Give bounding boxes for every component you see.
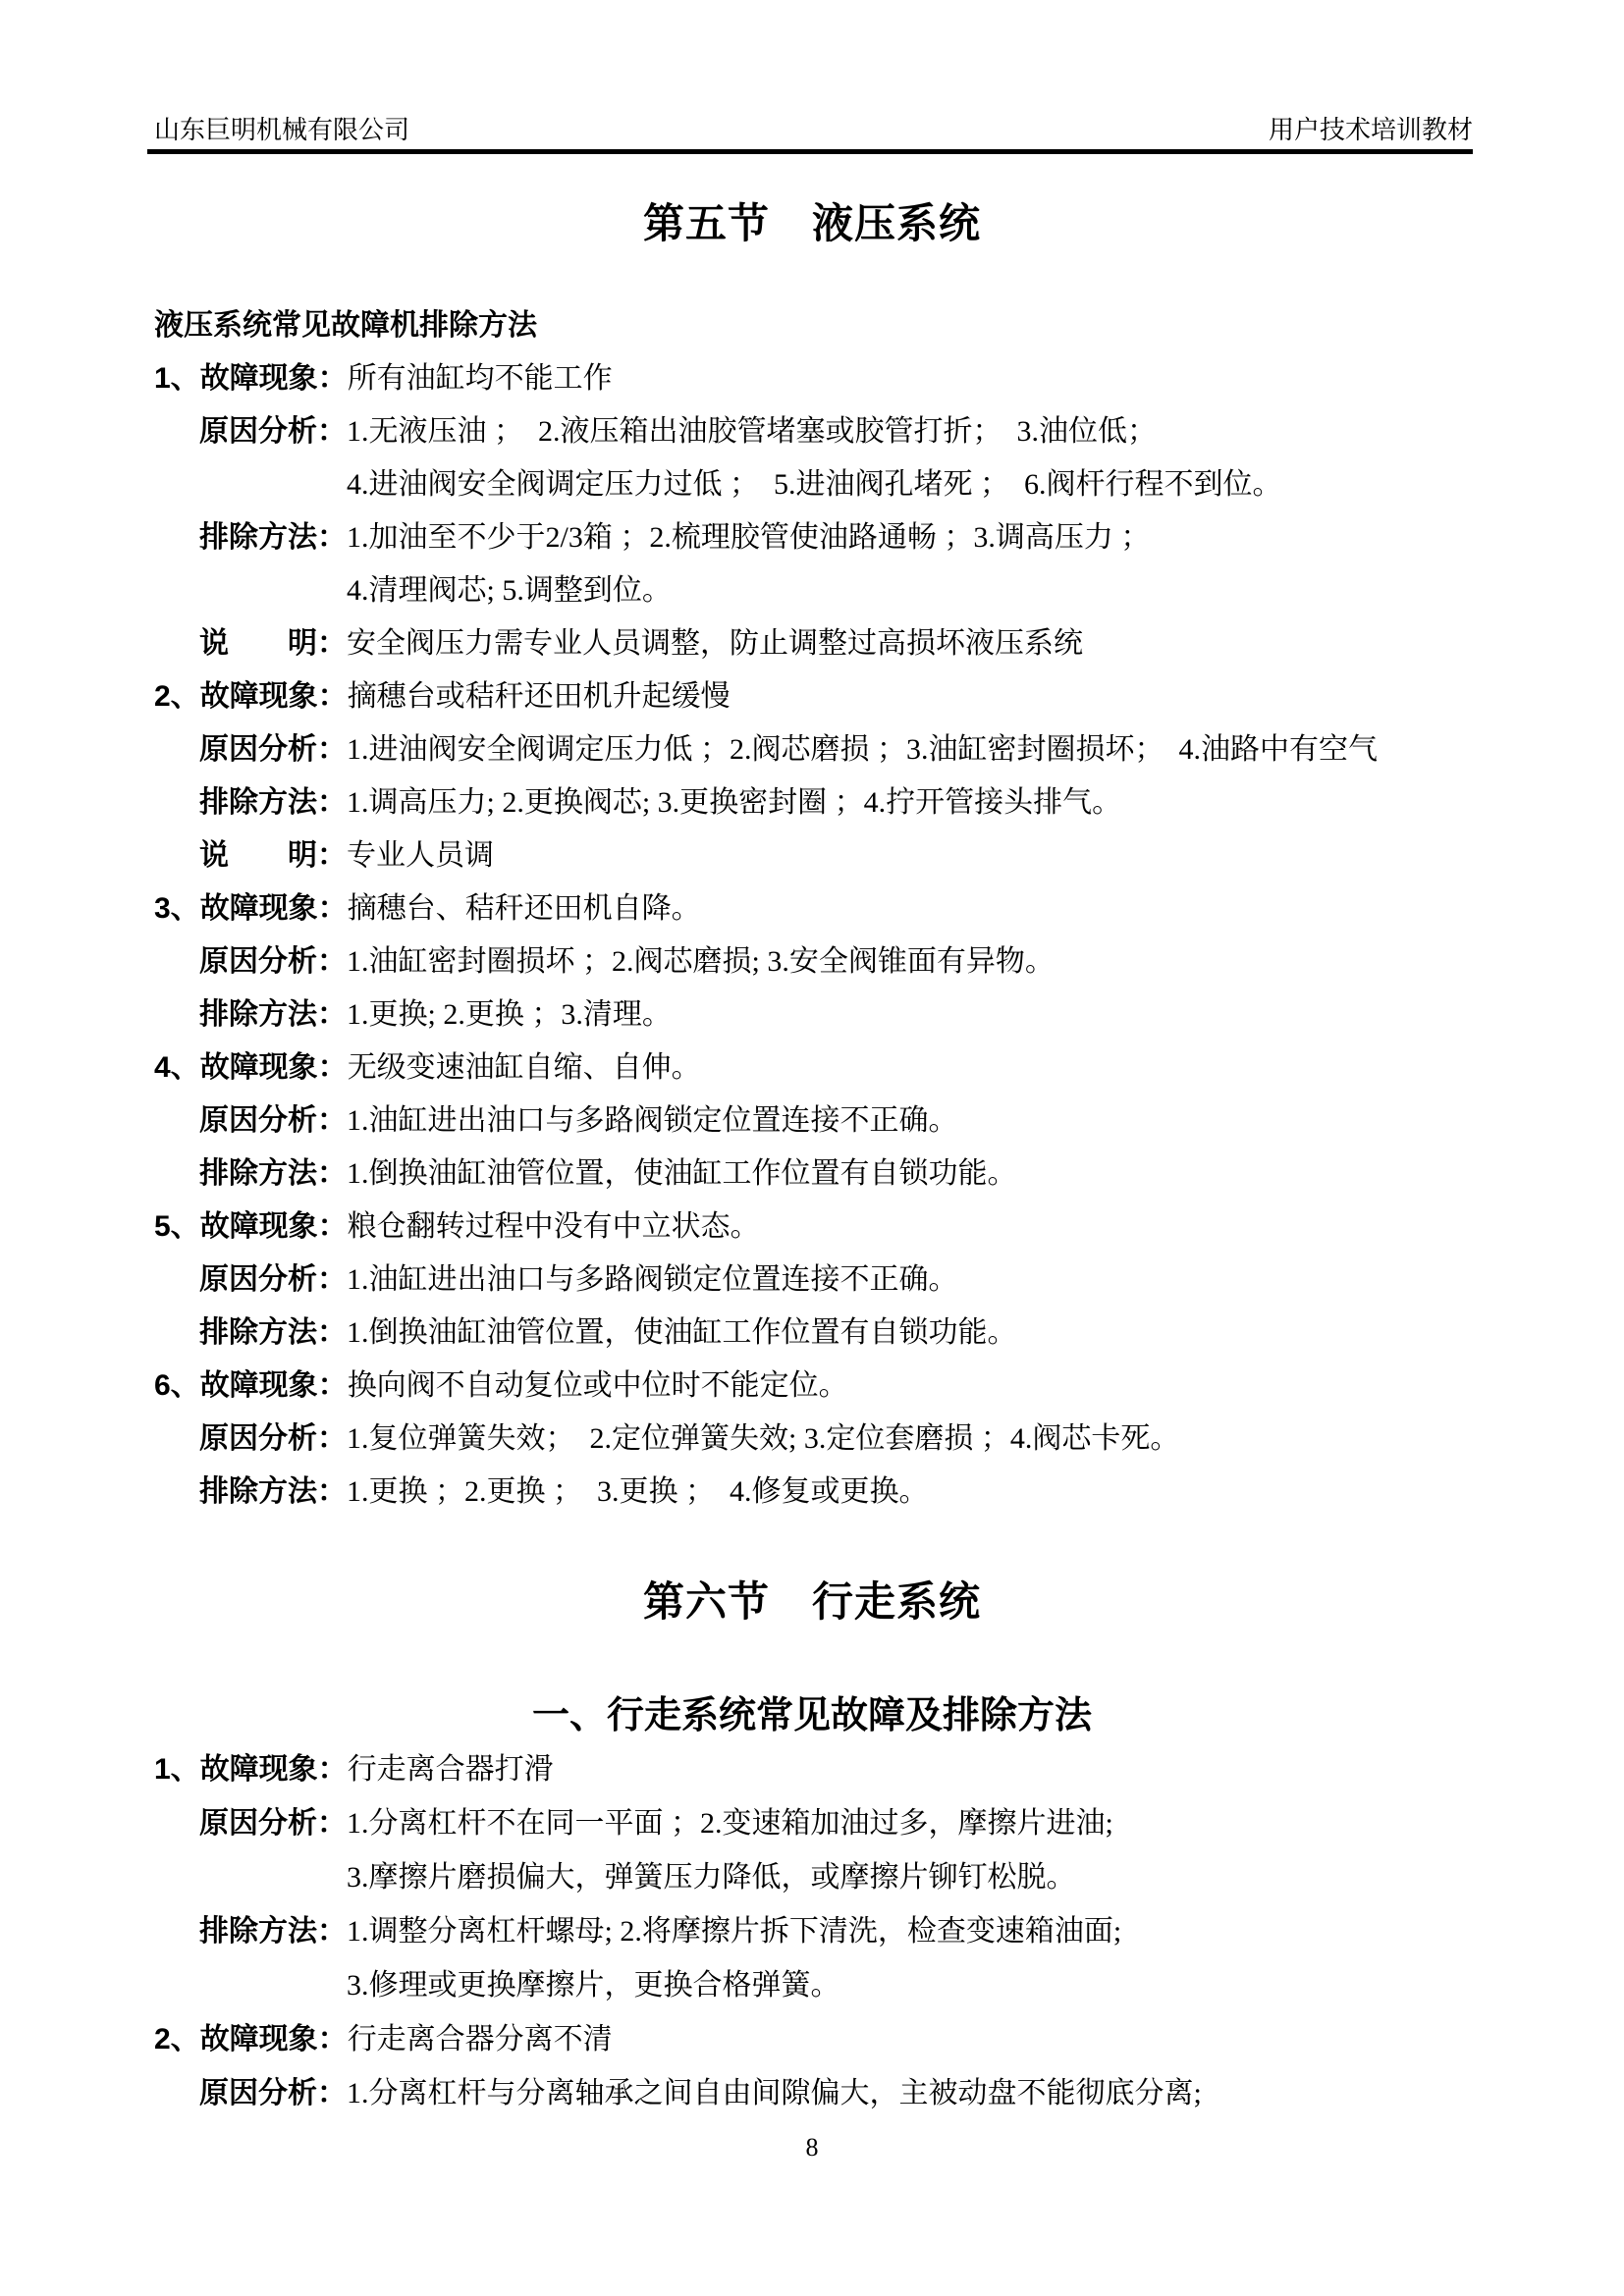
fault-item <box>154 1041 1487 1201</box>
row-content <box>347 1466 1487 1519</box>
page-number: 8 <box>805 2133 819 2162</box>
row-content <box>348 1360 1487 1413</box>
row-content <box>347 1148 1487 1201</box>
row-content <box>347 1796 1487 1904</box>
text-line: 1.复位弹簧失效； 2.定位弹簧失效; 3.定位套磨损 ；4.阀芯卡死。 <box>347 1422 1180 1455</box>
fault-detail-row <box>154 1148 1487 1201</box>
fault-phenomenon-row <box>154 2012 1487 2066</box>
text-line: 1.分离杠杆不在同一平面 ；2.变速箱加油过多，摩擦片进油; <box>347 1807 1113 1840</box>
text-line: 3.摩擦片磨损偏大，弹簧压力降低，或摩擦片铆钉松脱。 <box>347 1861 1076 1894</box>
text-line: 1.加油至不少于2/3箱 ；2.梳理胶管使油路通畅 ；3.调高压力 ； <box>347 521 1151 554</box>
item-number: 6、 <box>154 1369 200 1402</box>
row-label: 排除方法： <box>199 1915 347 1948</box>
row-label: 排除方法： <box>199 998 347 1031</box>
row-content <box>347 2066 1487 2120</box>
fault-phenomenon-row <box>154 1041 1487 1095</box>
fault-list-hydraulic <box>154 352 1487 1519</box>
fault-detail-row <box>154 617 1487 670</box>
text-line: 专业人员调 <box>347 839 494 872</box>
row-content <box>348 1201 1487 1254</box>
fault-detail-row <box>154 511 1487 617</box>
page-header <box>154 116 1473 145</box>
text-line: 1.分离杠杆与分离轴承之间自由间隙偏大，主被动盘不能彻底分离; <box>347 2077 1202 2109</box>
section5-title: 第五节 液压系统 <box>642 202 981 247</box>
fault-detail-row <box>154 1904 1487 2012</box>
text-line: 无级变速油缸自缩、自伸。 <box>347 1051 701 1084</box>
fault-detail-row <box>154 405 1487 511</box>
row-label: 故障现象： <box>199 2023 348 2056</box>
text-line: 1.调整分离杠杆螺母; 2.将摩擦片拆下清洗，检查变速箱油面; <box>347 1915 1122 1948</box>
fault-phenomenon-row <box>154 1360 1487 1413</box>
row-label: 原因分析： <box>199 1263 347 1296</box>
row-label: 故障现象： <box>199 1369 348 1402</box>
section6-title: 第六节 行走系统 <box>642 1580 981 1626</box>
row-content <box>347 1095 1487 1148</box>
text-line: 安全阀压力需专业人员调整，防止调整过高损坏液压系统 <box>347 627 1083 660</box>
text-line: 1.无液压油 ； 2.液压箱出油胶管堵塞或胶管打折； 3.油位低； <box>347 415 1157 448</box>
row-content <box>348 1742 1487 1796</box>
text-line: 所有油缸均不能工作 <box>347 362 613 395</box>
item-number: 4、 <box>154 1051 200 1084</box>
row-content <box>347 405 1487 511</box>
row-content <box>347 511 1487 617</box>
row-label: 说 明： <box>199 839 347 872</box>
row-content <box>347 1904 1487 2012</box>
row-label: 原因分析： <box>199 733 347 766</box>
fault-item <box>154 670 1487 882</box>
item-number: 2、 <box>154 680 200 713</box>
text-line: 1.调高压力; 2.更换阀芯; 3.更换密封圈 ；4.拧开管接头排气。 <box>347 786 1122 819</box>
item-number: 1、 <box>154 1753 200 1786</box>
item-number: 2、 <box>154 2023 200 2056</box>
row-content <box>347 829 1487 882</box>
section5-list-heading: 液压系统常见故障机排除方法 <box>154 309 537 342</box>
row-content <box>348 1041 1487 1095</box>
fault-list-travel <box>154 1742 1487 2120</box>
row-label: 排除方法： <box>199 1316 347 1349</box>
row-label: 原因分析： <box>199 2077 347 2109</box>
row-content <box>347 1254 1487 1307</box>
row-content <box>347 776 1487 829</box>
text-line: 行走离合器分离不清 <box>347 2023 613 2056</box>
row-label: 故障现象： <box>199 1753 348 1786</box>
text-line: 摘穗台、秸秆还田机自降。 <box>347 892 701 925</box>
text-line: 1.更换 ；2.更换 ； 3.更换 ； 4.修复或更换。 <box>347 1475 929 1508</box>
text-line: 1.进油阀安全阀调定压力低 ；2.阀芯磨损 ；3.油缸密封圈损坏； 4.油路中有空气 <box>347 733 1378 766</box>
item-number: 1、 <box>154 362 200 395</box>
row-content <box>348 352 1487 405</box>
row-content <box>347 1413 1487 1466</box>
text-line: 1.更换; 2.更换 ；3.清理。 <box>347 998 672 1031</box>
fault-detail-row <box>154 723 1487 776</box>
row-label: 排除方法： <box>199 1157 347 1190</box>
row-content <box>347 988 1487 1041</box>
fault-item <box>154 1360 1487 1519</box>
fault-detail-row <box>154 1413 1487 1466</box>
fault-item <box>154 882 1487 1041</box>
item-number: 5、 <box>154 1210 200 1243</box>
row-content <box>347 723 1487 776</box>
row-label: 排除方法： <box>199 521 347 554</box>
fault-phenomenon-row <box>154 1742 1487 1796</box>
fault-item <box>154 1742 1487 2012</box>
row-label: 故障现象： <box>199 1051 348 1084</box>
row-label: 原因分析： <box>199 1422 347 1455</box>
fault-detail-row <box>154 1466 1487 1519</box>
fault-detail-row <box>154 1796 1487 1904</box>
text-line: 1.油缸进出油口与多路阀锁定位置连接不正确。 <box>347 1263 958 1296</box>
row-label: 故障现象： <box>199 362 348 395</box>
row-content <box>348 882 1487 935</box>
row-label: 排除方法： <box>199 786 347 819</box>
text-line: 1.倒换油缸油管位置，使油缸工作位置有自锁功能。 <box>347 1157 1017 1190</box>
text-line: 1.油缸密封圈损坏 ；2.阀芯磨损; 3.安全阀锥面有异物。 <box>347 945 1055 978</box>
header-rule <box>147 149 1473 154</box>
fault-detail-row <box>154 1307 1487 1360</box>
row-label: 排除方法： <box>199 1475 347 1508</box>
row-label: 说 明： <box>199 627 347 660</box>
row-label: 故障现象： <box>199 892 348 925</box>
text-line: 4.清理阀芯; 5.调整到位。 <box>347 574 672 607</box>
fault-phenomenon-row <box>154 670 1487 723</box>
text-line: 粮仓翻转过程中没有中立状态。 <box>347 1210 760 1243</box>
fault-phenomenon-row <box>154 1201 1487 1254</box>
item-number: 3、 <box>154 892 200 925</box>
row-content <box>347 935 1487 988</box>
fault-phenomenon-row <box>154 882 1487 935</box>
fault-item <box>154 2012 1487 2120</box>
fault-detail-row <box>154 988 1487 1041</box>
text-line: 4.进油阀安全阀调定压力过低 ； 5.进油阀孔堵死 ； 6.阀杆行程不到位。 <box>347 468 1282 501</box>
fault-item <box>154 1201 1487 1360</box>
text-line: 3.修理或更换摩擦片，更换合格弹簧。 <box>347 1969 840 2002</box>
fault-detail-row <box>154 2066 1487 2120</box>
text-line: 换向阀不自动复位或中位时不能定位。 <box>347 1369 848 1402</box>
fault-detail-row <box>154 1254 1487 1307</box>
row-label: 原因分析： <box>199 1104 347 1137</box>
fault-item <box>154 352 1487 670</box>
text-line: 行走离合器打滑 <box>347 1753 554 1786</box>
section6-sub-title: 一、行走系统常见故障及排除方法 <box>531 1695 1092 1736</box>
document-body <box>0 155 1624 2162</box>
row-content <box>348 670 1487 723</box>
row-label: 故障现象： <box>199 1210 348 1243</box>
row-content <box>348 2012 1487 2066</box>
row-label: 原因分析： <box>199 1807 347 1840</box>
fault-detail-row <box>154 1095 1487 1148</box>
row-label: 原因分析： <box>199 415 347 448</box>
header-document-type: 用户技术培训教材 <box>1268 116 1473 144</box>
row-content <box>347 1307 1487 1360</box>
fault-detail-row <box>154 776 1487 829</box>
header-company-name: 山东巨明机械有限公司 <box>154 116 410 144</box>
fault-detail-row <box>154 829 1487 882</box>
fault-detail-row <box>154 935 1487 988</box>
row-content <box>347 617 1487 670</box>
fault-phenomenon-row <box>154 352 1487 405</box>
row-label: 故障现象： <box>199 680 348 713</box>
text-line: 摘穗台或秸秆还田机升起缓慢 <box>347 680 731 713</box>
text-line: 1.油缸进出油口与多路阀锁定位置连接不正确。 <box>347 1104 958 1137</box>
row-label: 原因分析： <box>199 945 347 978</box>
text-line: 1.倒换油缸油管位置，使油缸工作位置有自锁功能。 <box>347 1316 1017 1349</box>
